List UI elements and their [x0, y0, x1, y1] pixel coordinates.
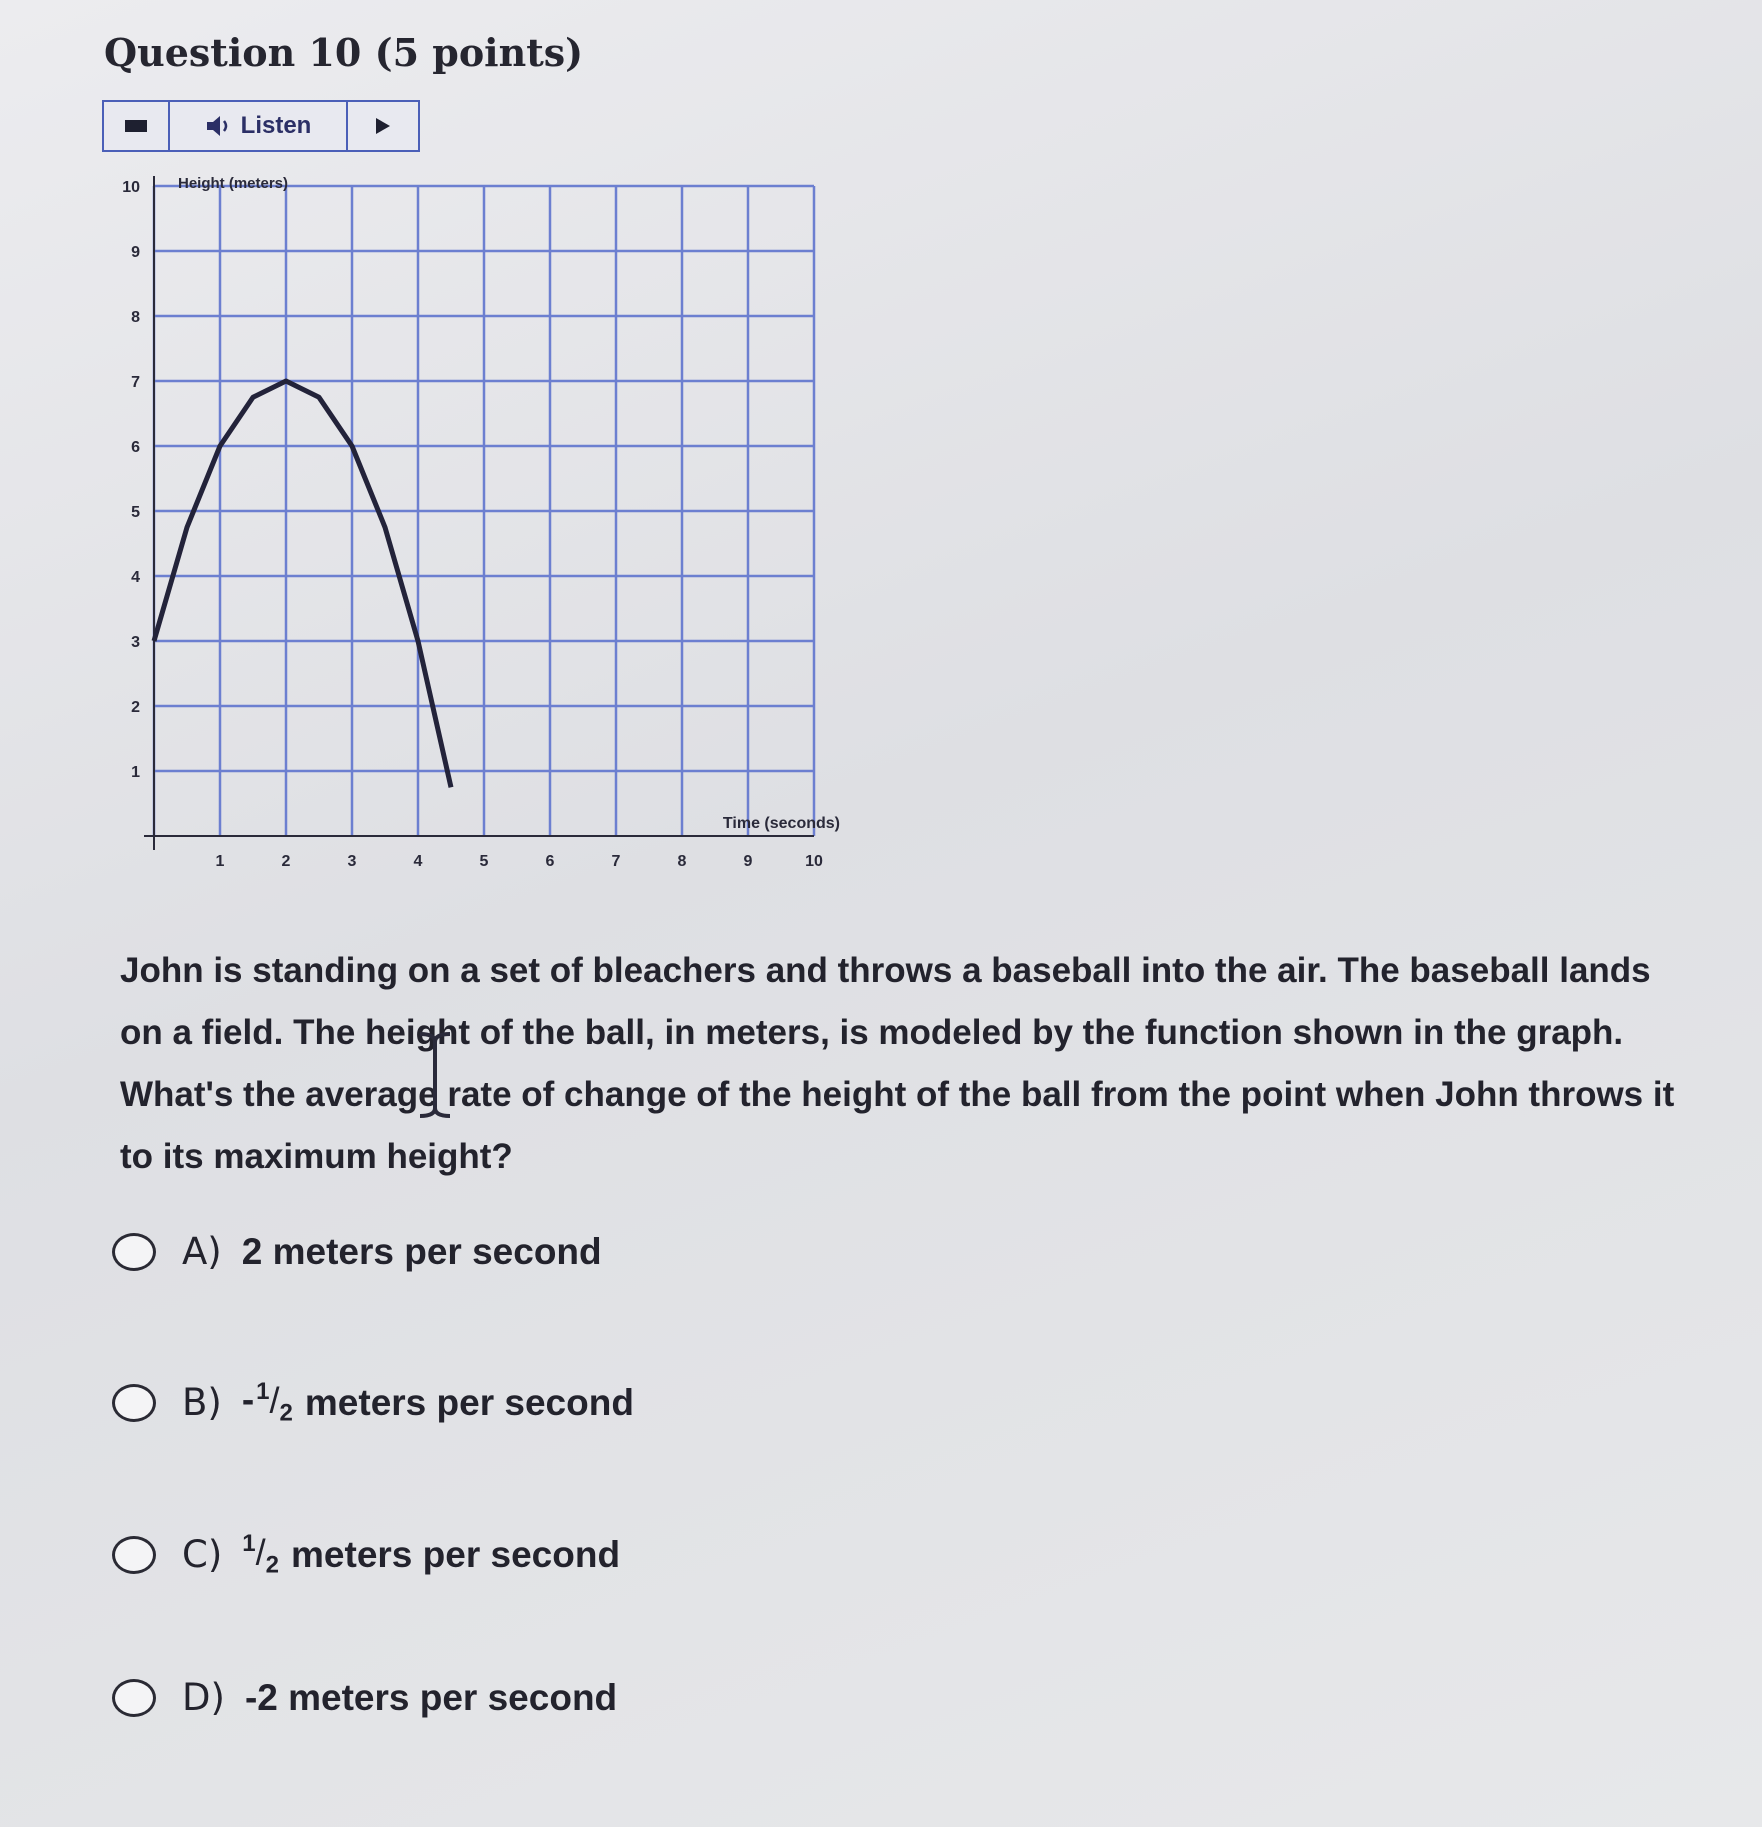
answer-option-c[interactable] [112, 1530, 620, 1580]
y-tick-label: 9 [131, 244, 140, 261]
radio-button[interactable] [112, 1679, 156, 1717]
x-tick-label: 4 [413, 853, 423, 870]
y-tick-label: 10 [122, 179, 140, 196]
stop-icon [125, 120, 147, 132]
option-fraction [242, 1378, 293, 1428]
y-tick-label: 3 [131, 634, 140, 651]
fraction-numerator: 1 [256, 1378, 270, 1405]
play-button[interactable] [348, 102, 418, 150]
x-axis-label: Time (seconds) [722, 815, 840, 832]
option-letter: B) [182, 1381, 222, 1425]
x-tick-label: 2 [281, 853, 291, 870]
x-tick-label: 8 [677, 853, 687, 870]
x-tick-label: 3 [347, 853, 357, 870]
answer-option-d[interactable] [112, 1676, 617, 1719]
x-tick-label: 6 [545, 853, 555, 870]
x-tick-label: 9 [743, 853, 753, 870]
x-tick-label: 10 [805, 853, 823, 870]
y-tick-label: 5 [131, 504, 140, 521]
question-header: Question 10 (5 points) [104, 30, 584, 75]
fraction-denominator: 2 [265, 1551, 280, 1579]
y-axis-label: Height (meters) [178, 175, 289, 192]
x-tick-label: 5 [479, 853, 489, 870]
question-text: John is standing on a set of bleachers and throws a baseball into the air. The baseball lands on a field. The height of the ball, in meters, is modeled by the function shown in the graph. What's the average rate of change of the height of the ball from the point when John throws it to its maximum height? [120, 951, 1675, 1176]
option-letter: C) [182, 1533, 223, 1577]
x-tick-label: 7 [611, 853, 621, 870]
option-text: -2 meters per second [244, 1676, 618, 1718]
text-cursor-icon [410, 1030, 460, 1120]
y-tick-label: 2 [131, 699, 140, 716]
y-tick-label: 7 [131, 374, 140, 391]
play-icon [376, 118, 390, 134]
radio-button[interactable] [112, 1233, 156, 1271]
y-tick-label: 4 [131, 569, 140, 586]
y-tick-label: 8 [131, 309, 140, 326]
radio-button[interactable] [112, 1384, 156, 1422]
height-time-graph [110, 160, 870, 880]
option-fraction [242, 1530, 279, 1580]
fraction-sign: - [241, 1379, 255, 1421]
radio-button[interactable] [112, 1536, 156, 1574]
listen-toolbar [102, 100, 420, 152]
fraction-denominator: 2 [279, 1399, 293, 1427]
answer-option-a[interactable] [112, 1230, 602, 1273]
listen-label: Listen [240, 112, 312, 139]
option-letter: A) [182, 1230, 222, 1273]
option-text: meters per second [304, 1381, 634, 1423]
fraction-slash: / [269, 1379, 280, 1421]
y-tick-label: 6 [131, 439, 140, 456]
x-tick-label: 1 [215, 853, 225, 870]
fraction-numerator: 1 [242, 1530, 256, 1557]
height-curve [154, 381, 451, 787]
listen-button[interactable] [170, 102, 348, 150]
stop-button[interactable] [104, 102, 170, 150]
answer-option-b[interactable] [112, 1378, 634, 1428]
fraction-slash: / [255, 1531, 266, 1573]
y-tick-label: 1 [131, 764, 140, 781]
option-text: 2 meters per second [241, 1230, 602, 1272]
option-letter: D) [182, 1676, 225, 1719]
option-text: meters per second [291, 1533, 621, 1575]
speaker-icon [205, 113, 235, 139]
